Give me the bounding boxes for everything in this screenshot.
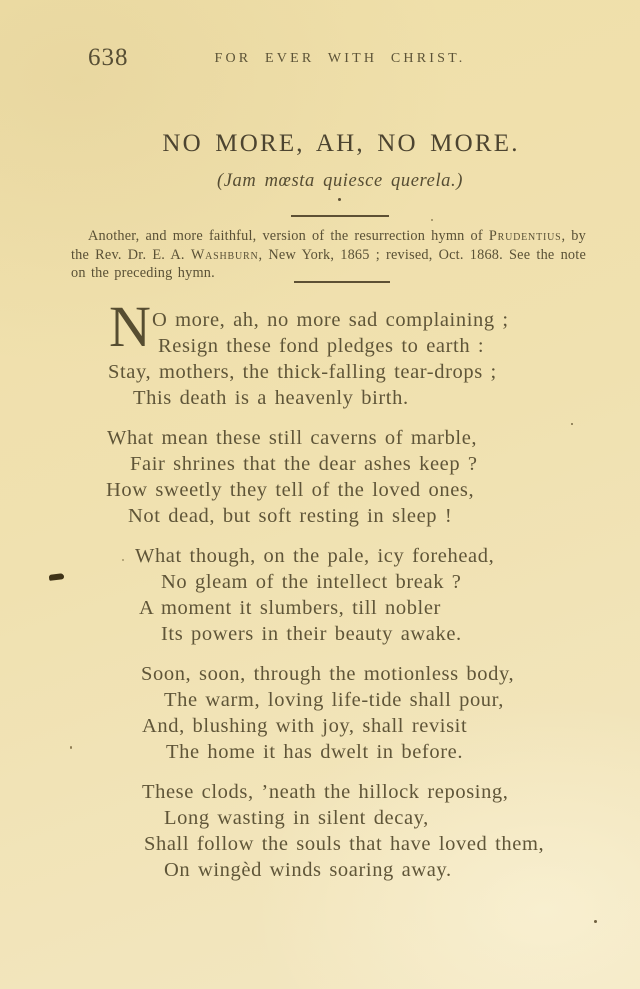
poem-line: No gleam of the intellect break ? bbox=[161, 571, 462, 593]
poem-stanza-5 bbox=[0, 779, 640, 883]
printer-ornament-dot bbox=[338, 198, 341, 201]
poem-line: Shall follow the souls that have loved them, bbox=[144, 833, 545, 855]
poem-line: Resign these fond pledges to earth : bbox=[158, 335, 485, 357]
poem-stanza-2 bbox=[0, 425, 640, 529]
poem-line: O more, ah, no more sad complaining ; bbox=[152, 309, 509, 331]
hymn-title: NO MORE, AH, NO MORE. bbox=[162, 130, 520, 157]
poem-line: Not dead, but soft resting in sleep ! bbox=[128, 505, 453, 527]
note-name-prudentius: Prudentius bbox=[488, 228, 562, 244]
note-name-washburn: Washburn bbox=[190, 246, 259, 263]
poem-line: What though, on the pale, icy forehead, bbox=[135, 545, 495, 567]
poem-line: These clods, ’neath the hillock reposing, bbox=[142, 781, 509, 803]
poem-line: Soon, soon, through the motionless body, bbox=[141, 663, 515, 685]
hymn-subtitle-latin: (Jam mœsta quiesce querela.) bbox=[216, 171, 464, 191]
page-number: 638 bbox=[88, 44, 129, 71]
poem-line: The home it has dwelt in before. bbox=[166, 741, 464, 763]
poem-line: A moment it slumbers, till nobler bbox=[139, 597, 441, 619]
poem-stanza-4 bbox=[0, 661, 640, 765]
poem-line: What mean these still caverns of marble, bbox=[107, 427, 478, 449]
divider-rule-top bbox=[291, 215, 389, 217]
paper-speck bbox=[70, 746, 72, 749]
poem-line: Fair shrines that the dear ashes keep ? bbox=[130, 453, 478, 475]
poem-line: This death is a heavenly birth. bbox=[133, 387, 409, 409]
divider-rule-note bbox=[294, 281, 390, 283]
paper-speck bbox=[571, 423, 573, 425]
running-header: FOR EVER WITH CHRIST. bbox=[214, 51, 466, 66]
note-text-1: Another, and more faithful, version of the resurrection hymn of bbox=[88, 228, 489, 244]
drop-cap-letter: N bbox=[109, 294, 151, 359]
poem-line: How sweetly they tell of the loved ones, bbox=[106, 479, 475, 501]
poem-line: Long wasting in silent decay, bbox=[164, 807, 429, 829]
poem-line: On wingèd winds soaring away. bbox=[164, 859, 452, 881]
paper-speck bbox=[431, 219, 433, 221]
note-text-3: , New York, 1865 ; revised, Oct. 1868. See the note on the preceding hymn. bbox=[71, 246, 586, 282]
poem-line: And, blushing with joy, shall revisit bbox=[142, 715, 468, 737]
hymn-poem bbox=[0, 294, 640, 897]
poem-line: Its powers in their beauty awake. bbox=[161, 623, 462, 645]
note-text-2: , by the Rev. Dr. E. A. bbox=[71, 228, 587, 263]
paper-speck bbox=[594, 920, 597, 923]
poem-stanza-1 bbox=[0, 307, 640, 411]
editorial-note bbox=[71, 227, 586, 283]
paper-speck bbox=[122, 559, 124, 561]
poem-stanza-3 bbox=[0, 543, 640, 647]
poem-line: The warm, loving life-tide shall pour, bbox=[164, 689, 504, 711]
poem-line: Stay, mothers, the thick-falling tear-drops ; bbox=[108, 361, 497, 383]
